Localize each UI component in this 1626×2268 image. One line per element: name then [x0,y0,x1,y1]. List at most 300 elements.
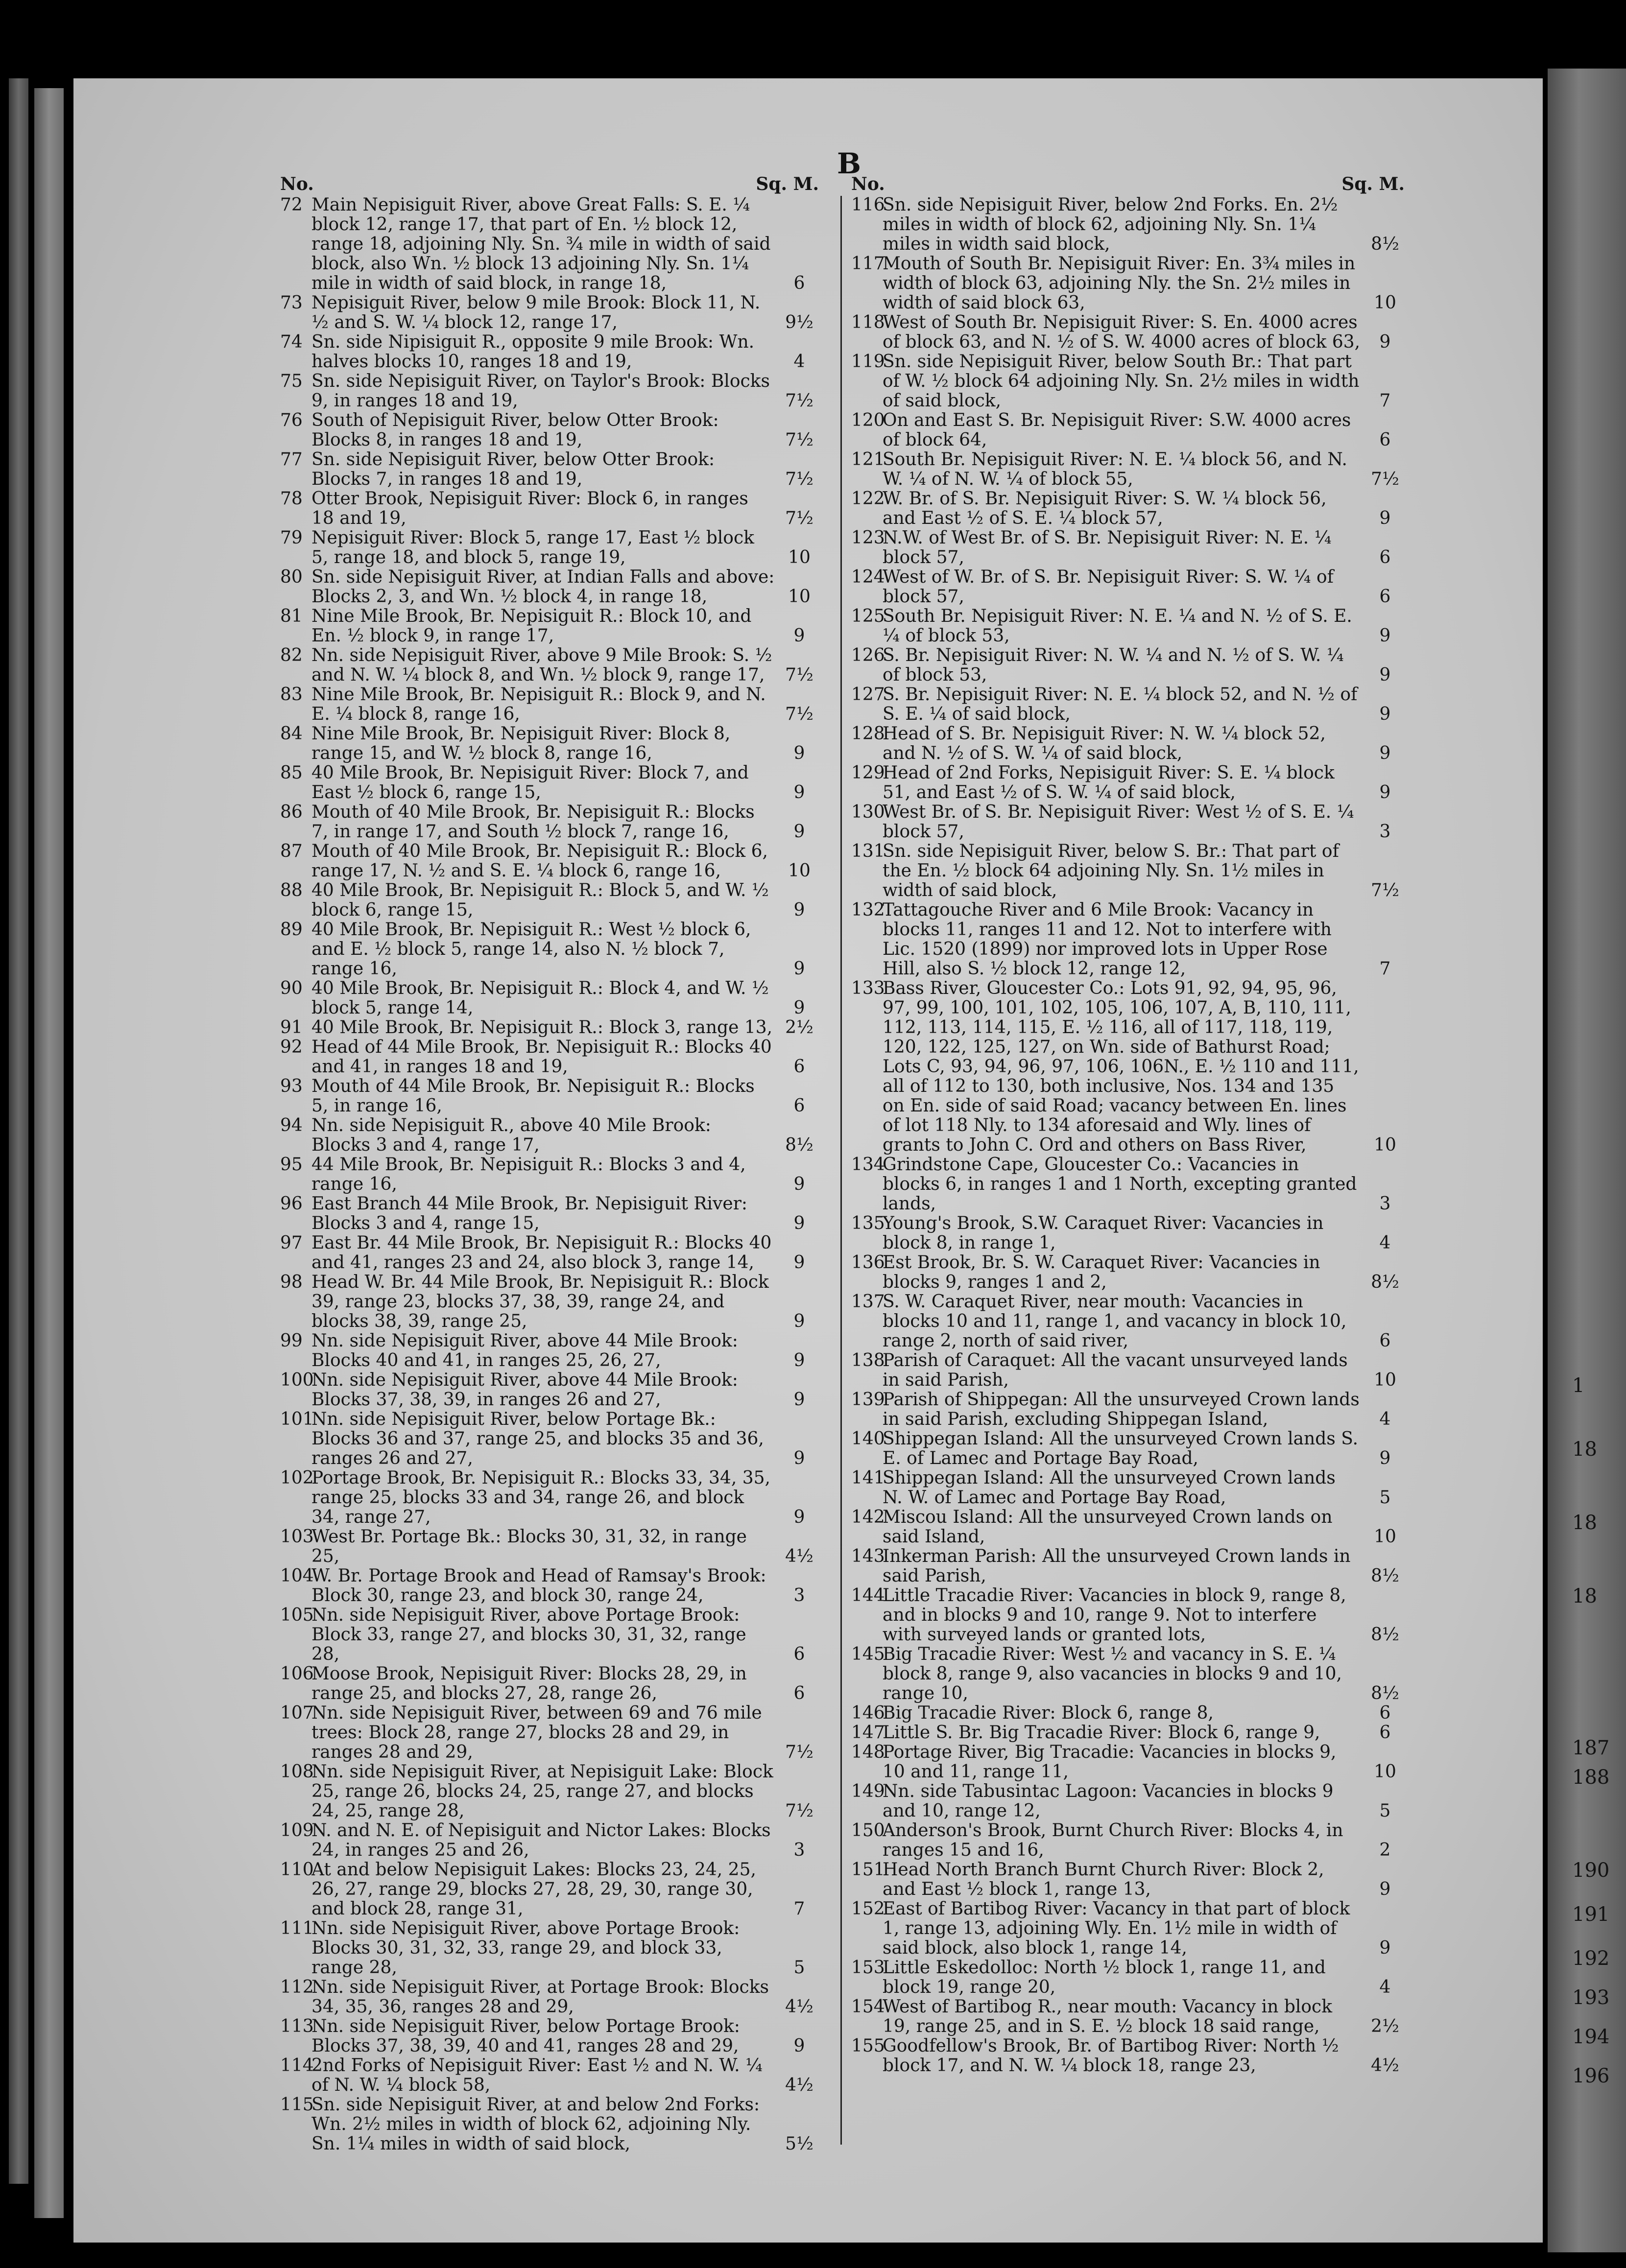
entry-square-miles [780,332,819,372]
entry-square-miles [780,372,819,411]
list-item [280,1919,819,1978]
entry-number: 123 [851,528,885,548]
entry-square-miles [780,450,819,489]
list-item [280,332,819,372]
entry-square-miles [1365,352,1405,411]
entry-square-miles [780,1527,819,1566]
square-miles-value: 10 [788,547,811,567]
entry-description: 40 Mile Brook, Br. Nepisiguit R.: Block 4, and W. ½ block 5, range 14, [311,978,769,1018]
entry-square-miles [1365,1429,1405,1468]
entry-square-miles [780,195,819,293]
entry-square-miles [1365,1703,1405,1723]
entry-square-miles [1365,195,1405,254]
entry-description: N.W. of West Br. of S. Br. Nepisiguit River: N. E. ¼ block 57, [883,528,1332,567]
square-miles-value: 4½ [785,1997,813,2017]
square-miles-value: 7½ [785,665,813,685]
list-item [280,1860,819,1919]
entry-number: 114 [280,2055,314,2076]
entry-description: Nn. side Nepisiguit River, between 69 and 76 mile trees: Block 28, range 27, blocks 28 and 29, in ranges 28 and 29, [311,1703,762,1762]
entry-number: 136 [851,1252,885,1273]
next-page-fragment: 187 [1572,1737,1610,1759]
entry-description: Head of 2nd Forks, Nepisiguit River: S. E. ¼ block 51, and East ½ of S. W. ¼ of said block, [883,763,1335,803]
entry-number: 76 [280,410,303,430]
list-item [280,1194,819,1233]
entry-square-miles [1365,900,1405,979]
entry-number: 115 [280,2095,314,2115]
entry-description: West of Bartibog R., near mouth: Vacancy in block 19, range 25, and in S. E. ½ block 18 said range, [883,1997,1333,2036]
entry-number: 117 [851,254,885,274]
next-page-edge [1548,69,1626,2252]
list-item [280,528,819,567]
square-miles-value: 9 [1379,1938,1391,1958]
right-entry-list [851,195,1405,2076]
entry-description: 44 Mile Brook, Br. Nepisiguit R.: Blocks 3 and 4, range 16, [311,1155,746,1194]
entry-number: 130 [851,802,885,822]
list-item [280,567,819,607]
square-miles-value: 9 [793,1507,805,1527]
list-item [280,1331,819,1370]
square-miles-value: 5 [1379,1801,1391,1821]
entry-description: W. Br. of S. Br. Nepisiguit River: S. W. ¼ block 56, and East ½ of S. E. ¼ block 57, [883,489,1327,528]
entry-description: Little Tracadie River: Vacancies in block 9, range 8, and in blocks 9 and 10, range 9. Not to interfere with surveyed lands or granted lots, [883,1585,1346,1645]
entry-square-miles [1365,1958,1405,1997]
entry-description: Nepisiguit River: Block 5, range 17, East ½ block 5, range 18, and block 5, range 19, [311,528,754,567]
entry-square-miles [1365,1821,1405,1860]
entry-number: 145 [851,1644,885,1664]
entry-square-miles [1365,1214,1405,1253]
entry-number: 102 [280,1468,314,1488]
list-item [851,979,1405,1155]
entry-number: 98 [280,1272,303,1292]
list-item [280,1762,819,1821]
square-miles-value: 7½ [1371,880,1399,900]
entry-number: 144 [851,1585,885,1606]
entry-description: Parish of Shippegan: All the unsurveyed Crown lands in said Parish, excluding Shippegan Island, [883,1390,1360,1429]
square-miles-value: 4½ [785,1546,813,1566]
square-miles-value: 9 [793,959,805,979]
square-miles-value: 6 [793,1683,805,1703]
column-divider [840,196,842,2145]
entry-number: 93 [280,1076,303,1096]
list-item [280,1821,819,1860]
square-miles-value: 9 [793,900,805,920]
square-miles-value: 7½ [785,1742,813,1762]
list-item [851,1860,1405,1899]
square-miles-value: 10 [1374,1762,1396,1782]
entry-description: Young's Brook, S.W. Caraquet River: Vacancies in block 8, in range 1, [883,1213,1324,1253]
square-miles-value: 6 [1379,587,1391,607]
next-page-fragment: 190 [1572,1859,1610,1882]
entry-description: S. Br. Nepisiguit River: N. W. ¼ and N. ½ of S. W. ¼ of block 53, [883,645,1344,685]
entry-number: 101 [280,1409,314,1429]
square-miles-value: 5 [1379,1488,1391,1508]
entry-description: Head North Branch Burnt Church River: Block 2, and East ½ block 1, range 13, [883,1860,1324,1899]
entry-number: 90 [280,978,303,998]
entry-number: 94 [280,1115,303,1135]
entry-number: 143 [851,1546,885,1566]
list-item [851,1547,1405,1586]
entry-square-miles [780,293,819,332]
square-miles-value: 10 [788,861,811,881]
entry-square-miles [1365,842,1405,900]
list-item [851,450,1405,489]
list-item [280,293,819,332]
square-miles-value: 7½ [785,430,813,450]
square-miles-value: 9 [793,998,805,1018]
entry-description: 40 Mile Brook, Br. Nepisiguit R.: West ½ block 6, and E. ½ block 5, range 14, also N. ½ block 7, range 16, [311,920,751,979]
list-item [280,372,819,411]
square-miles-value: 4 [793,352,805,372]
entry-number: 99 [280,1331,303,1351]
entry-description: Sn. side Nepisiguit River, below S. Br.: That part of the En. ½ block 64 adjoining Nly. Sn. 1½ miles in width of said block, [883,841,1339,900]
entry-square-miles [1365,1351,1405,1390]
list-item [851,724,1405,763]
entry-number: 112 [280,1977,314,1997]
entry-description: 40 Mile Brook, Br. Nepisiguit R.: Block 3, range 13, [311,1017,773,1038]
entry-description: Nn. side Nepisiguit River, above Portage Brook: Blocks 30, 31, 32, 33, range 29, and block 33, range 28, [311,1918,740,1978]
entry-description: Bass River, Gloucester Co.: Lots 91, 92, 94, 95, 96, 97, 99, 100, 101, 102, 105, 106, 107, A, B, 110, 111, 112, 113, 114, 115, E. ½ 116, all of 117, 118, 119, 120, 122, 125, 127, on Wn. side of Bathurst Road; Lots C, 93, 94, 96, 97, 106, 106N., E. ½ 110 and 111, all of 112 to 130, both inclusive, Nos. 134 and 135 on En. side of said Road; vacancy between En. lines of lot 118 Nly. to 134 aforesaid and Wly. lines of grants to John C. Ord and others on Bass River, [883,978,1359,1155]
entry-description: South of Nepisiguit River, below Otter Brook: Blocks 8, in ranges 18 and 19, [311,410,719,450]
square-miles-value: 10 [1374,1370,1396,1390]
entry-number: 153 [851,1958,885,1978]
list-item [280,2095,819,2154]
entry-square-miles [1365,1586,1405,1645]
entry-number: 79 [280,528,303,548]
entry-square-miles [1365,685,1405,724]
square-miles-value: 9 [793,822,805,842]
square-miles-value: 9 [1379,332,1391,352]
square-miles-value: 9 [1379,665,1391,685]
entry-number: 118 [851,312,885,332]
next-page-fragment: 18 [1572,1512,1597,1534]
entry-description: Nn. side Nepisiguit River, at Nepisiguit Lake: Block 25, range 26, blocks 24, 25, range 27, and blocks 24, 25, range 28, [311,1762,773,1821]
entry-number: 119 [851,352,885,372]
list-item [851,685,1405,724]
entry-description: Sn. side Nepisiguit River, on Taylor's Brook: Blocks 9, in ranges 18 and 19, [311,371,770,411]
entry-description: Nepisiguit River, below 9 mile Brook: Block 11, N. ½ and S. W. ¼ block 12, range 17, [311,293,761,332]
square-miles-value: 9 [793,2036,805,2056]
entry-description: Parish of Caraquet: All the vacant unsurveyed lands in said Parish, [883,1350,1348,1390]
entry-description: Mouth of South Br. Nepisiguit River: En. 3¾ miles in width of block 63, adjoining Nly. the Sn. 2½ miles in width of said block 63, [883,254,1356,313]
square-miles-value: 8½ [1371,1625,1399,1645]
entry-description: Nn. side Nepisiguit River, above 9 Mile Brook: S. ½ and N. W. ¼ block 8, and Wn. ½ block 9, range 17, [311,645,772,685]
square-miles-value: 9½ [785,312,813,332]
entry-square-miles [1365,1547,1405,1586]
square-miles-value: 7½ [785,391,813,411]
entry-description: South Br. Nepisiguit River: N. E. ¼ block 56, and N. W. ¼ of N. W. ¼ of block 55, [883,449,1347,489]
square-miles-value: 9 [793,1174,805,1194]
entry-description: Sn. side Nepisiguit River, below South Br.: That part of W. ½ block 64 adjoining Nly. Sn. 2½ miles in width of said block, [883,352,1360,411]
list-item [851,1899,1405,1958]
entry-description: Mouth of 44 Mile Brook, Br. Nepisiguit R.: Blocks 5, in range 16, [311,1076,755,1116]
square-miles-value: 4 [1379,1977,1391,1997]
entry-number: 122 [851,489,885,509]
entry-square-miles [780,607,819,646]
entry-square-miles [780,1566,819,1606]
list-item [280,979,819,1018]
list-item [851,1351,1405,1390]
square-miles-value: 6 [793,1057,805,1077]
entry-description: Nn. side Nepisiguit River, above 44 Mile Brook: Blocks 40 and 41, in ranges 25, 26, 27, [311,1331,738,1370]
entry-description: 40 Mile Brook, Br. Nepisiguit R.: Block 5, and W. ½ block 6, range 15, [311,880,769,920]
list-item [280,195,819,293]
entry-square-miles [780,1273,819,1331]
entry-description: South Br. Nepisiguit River: N. E. ¼ and N. ½ of S. E. ¼ of block 53, [883,606,1352,646]
entry-number: 100 [280,1370,314,1390]
entry-description: West Br. Portage Bk.: Blocks 30, 31, 32, in range 25, [311,1527,747,1566]
list-item [851,528,1405,567]
square-miles-value: 6 [1379,1723,1391,1743]
entry-square-miles [1365,1997,1405,2036]
list-item [280,685,819,724]
square-miles-value: 4 [1379,1409,1391,1429]
square-miles-value: 9 [1379,508,1391,528]
entry-number: 103 [280,1527,314,1547]
square-miles-value: 6 [793,1096,805,1116]
square-miles-value: 4 [1379,1233,1391,1253]
entry-description: Mouth of 40 Mile Brook, Br. Nepisiguit R.: Blocks 7, in range 17, and South ½ block 7, range 16, [311,802,755,842]
entry-description: West of South Br. Nepisiguit River: S. En. 4000 acres of block 63, and N. ½ of S. W. 4000 acres of block 63, [883,312,1361,352]
list-item [851,195,1405,254]
entry-number: 85 [280,763,303,783]
number-header: No. [851,174,885,194]
square-miles-value: 4½ [785,2075,813,2095]
entry-number: 137 [851,1292,885,1312]
square-miles-value: 7 [793,1899,805,1919]
square-miles-value: 3 [793,1840,805,1860]
entry-square-miles [780,1606,819,1664]
entry-description: Big Tracadie River: West ½ and vacancy in S. E. ¼ block 8, range 9, also vacancies in blocks 9 and 10, range 10, [883,1644,1342,1703]
entry-description: Nn. side Nepisiguit River, at Portage Brook: Blocks 34, 35, 36, ranges 28 and 29, [311,1977,769,2017]
list-item [280,1018,819,1038]
square-miles-value: 10 [1374,1135,1396,1155]
entry-square-miles [780,646,819,685]
entry-square-miles [780,1410,819,1468]
entry-square-miles [780,411,819,450]
square-miles-value: 9 [793,1390,805,1410]
list-item [851,1253,1405,1292]
square-miles-value: 9 [793,1448,805,1468]
entry-square-miles [780,1233,819,1273]
entry-number: 107 [280,1703,314,1723]
square-miles-value: 6 [1379,1331,1391,1351]
entry-square-miles [780,724,819,763]
entry-number: 105 [280,1605,314,1625]
entry-square-miles [1365,1743,1405,1782]
entry-square-miles [780,2095,819,2154]
list-item [280,489,819,528]
entry-number: 154 [851,1997,885,2017]
entry-number: 87 [280,841,303,861]
entry-square-miles [780,1038,819,1077]
square-miles-value: 2½ [1371,2016,1399,2036]
list-item [280,1116,819,1155]
entry-square-miles [780,1155,819,1194]
entry-description: Portage River, Big Tracadie: Vacancies in blocks 9, 10 and 11, range 11, [883,1742,1337,1782]
next-page-fragment: 1 [1572,1374,1585,1397]
list-item [280,842,819,881]
list-item [851,1703,1405,1723]
entry-description: 40 Mile Brook, Br. Nepisiguit River: Block 7, and East ½ block 6, range 15, [311,763,749,803]
square-miles-value: 6 [1379,1703,1391,1723]
entry-description: N. and N. E. of Nepisiguit and Nictor Lakes: Blocks 24, in ranges 25 and 26, [311,1820,771,1860]
entry-number: 86 [280,802,303,822]
entry-square-miles [780,1821,819,1860]
square-miles-value: 9 [1379,704,1391,724]
entry-square-miles [1365,803,1405,842]
entry-square-miles [1365,763,1405,803]
square-miles-value: 8½ [785,1135,813,1155]
square-miles-value: 9 [793,1213,805,1233]
entry-description: Shippegan Island: All the unsurveyed Crown lands N. W. of Lamec and Portage Bay Road, [883,1468,1336,1508]
entry-square-miles [1365,979,1405,1155]
entry-square-miles [780,2017,819,2056]
list-item [851,803,1405,842]
entry-number: 73 [280,293,303,313]
list-item [280,1410,819,1468]
list-item [280,411,819,450]
square-miles-value: 7½ [785,1801,813,1821]
square-miles-value: 10 [1374,293,1396,313]
entry-square-miles [780,1762,819,1821]
entry-square-miles [1365,567,1405,607]
entry-description: Portage Brook, Br. Nepisiguit R.: Blocks 33, 34, 35, range 25, blocks 33 and 34, range 26, and block 34, range 27, [311,1468,770,1527]
entry-number: 95 [280,1155,303,1175]
list-item [280,450,819,489]
square-miles-value: 3 [1379,822,1391,842]
entry-description: 2nd Forks of Nepisiguit River: East ½ and N. W. ¼ of N. W. ¼ block 58, [311,2055,763,2095]
entry-description: Goodfellow's Brook, Br. of Bartibog River: North ½ block 17, and N. W. ¼ block 18, range 23, [883,2036,1339,2076]
entry-square-miles [780,2056,819,2095]
list-item [280,803,819,842]
entry-square-miles [780,803,819,842]
entry-description: Nine Mile Brook, Br. Nepisiguit R.: Block 10, and En. ½ block 9, in range 17, [311,606,752,646]
entry-number: 120 [851,410,885,430]
entry-square-miles [1365,1390,1405,1429]
list-item [280,1664,819,1703]
entry-number: 152 [851,1899,885,1919]
list-item [280,1077,819,1116]
entry-description: West Br. of S. Br. Nepisiguit River: West ½ of S. E. ¼ block 57, [883,802,1354,842]
entry-number: 139 [851,1390,885,1410]
entry-description: Little Eskedolloc: North ½ block 1, range 11, and block 19, range 20, [883,1958,1326,1997]
entry-description: At and below Nepisiguit Lakes: Blocks 23, 24, 25, 26, 27, range 29, blocks 27, 28, 29, 30, range 30, and block 28, range 31, [311,1860,756,1919]
list-item [280,1273,819,1331]
entry-square-miles [780,1370,819,1410]
list-item [851,1292,1405,1351]
entry-description: Main Nepisiguit River, above Great Falls: S. E. ¼ block 12, range 17, that part of En. ½ block 12, range 18, adjoining Nly. Sn. ¾ mile in width of said block, also Wn. ½ block 13 adjoining Nly. Sn. 1¼ mile in width of said block, in range 18, [311,195,771,293]
list-item [280,1566,819,1606]
entry-description: Otter Brook, Nepisiguit River: Block 6, in ranges 18 and 19, [311,489,748,528]
entry-description: Sn. side Nepisiguit River, below Otter Brook: Blocks 7, in ranges 18 and 19, [311,449,715,489]
list-item [280,646,819,685]
list-item [851,1155,1405,1214]
square-miles-value: 9 [793,743,805,763]
list-item [280,1468,819,1527]
list-item [851,1390,1405,1429]
entry-square-miles [780,1919,819,1978]
entry-number: 92 [280,1037,303,1057]
entry-description: Nn. side Nepisiguit R., above 40 Mile Brook: Blocks 3 and 4, range 17, [311,1115,711,1155]
entry-number: 142 [851,1507,885,1527]
entry-square-miles [780,979,819,1018]
entry-description: Est Brook, Br. S. W. Caraquet River: Vacancies in blocks 9, ranges 1 and 2, [883,1252,1320,1292]
list-item [280,1233,819,1273]
list-item [280,1155,819,1194]
list-item [851,1508,1405,1547]
list-item [851,842,1405,900]
entry-description: Head W. Br. 44 Mile Brook, Br. Nepisiguit R.: Block 39, range 23, blocks 37, 38, 39, range 24, and blocks 38, 39, range 25, [311,1272,769,1331]
entry-square-miles [780,1860,819,1919]
entry-number: 146 [851,1703,885,1723]
entry-number: 151 [851,1860,885,1880]
entry-description: Miscou Island: All the unsurveyed Crown lands on said Island, [883,1507,1333,1547]
square-miles-value: 9 [1379,626,1391,646]
entry-square-miles [1365,254,1405,313]
square-miles-value: 2 [1379,1840,1391,1860]
square-miles-value: 6 [793,273,805,293]
entry-square-miles [780,1703,819,1762]
square-miles-value: 2½ [785,1017,813,1038]
next-page-fragment: 196 [1572,2065,1610,2087]
entry-description: East of Bartibog River: Vacancy in that part of block 1, range 13, adjoining Wly. En. 1½ mile in width of said block, also block 1, range 14, [883,1899,1350,1958]
entry-square-miles [780,763,819,803]
left-column-header [280,174,819,195]
list-item [851,411,1405,450]
list-item [851,763,1405,803]
entry-number: 78 [280,489,303,509]
square-miles-value: 6 [1379,547,1391,567]
next-page-fragment: 193 [1572,1986,1610,2009]
square-miles-value: 9 [793,782,805,803]
entry-number: 113 [280,2016,314,2036]
list-item [280,763,819,803]
entry-square-miles [780,1664,819,1703]
entry-description: Sn. side Nepisiguit River, at and below 2nd Forks: Wn. 2½ miles in width of block 62, adjoining Nly. Sn. 1¼ miles in width of said block, [311,2095,760,2154]
square-miles-value: 3 [793,1585,805,1606]
entry-square-miles [780,920,819,979]
next-page-fragment: 191 [1572,1903,1610,1926]
entry-description: Sn. side Nepisiguit River, at Indian Falls and above: Blocks 2, 3, and Wn. ½ block 4, in range 18, [311,567,775,607]
entry-description: S. W. Caraquet River, near mouth: Vacancies in blocks 10 and 11, range 1, and vacancy in block 10, range 2, north of said river, [883,1292,1347,1351]
list-item [851,1468,1405,1508]
right-column-header [851,174,1405,195]
list-item [851,1958,1405,1997]
entry-square-miles [780,685,819,724]
entry-square-miles [780,842,819,881]
entry-description: Nn. side Tabusintac Lagoon: Vacancies in blocks 9 and 10, range 12, [883,1781,1334,1821]
entry-number: 141 [851,1468,885,1488]
entry-description: Moose Brook, Nepisiguit River: Blocks 28, 29, in range 25, and blocks 27, 28, range 26, [311,1664,747,1703]
list-item [280,1038,819,1077]
entry-square-miles [780,1468,819,1527]
entry-square-miles [780,881,819,920]
entry-number: 116 [851,195,885,215]
entry-number: 88 [280,880,303,900]
list-item [280,1606,819,1664]
number-header: No. [280,174,314,194]
right-column [851,174,1405,2076]
list-item [280,920,819,979]
square-miles-value: 8½ [1371,1683,1399,1703]
entry-description: Little S. Br. Big Tracadie River: Block 6, range 9, [883,1723,1320,1743]
square-miles-value: 9 [793,626,805,646]
entry-number: 81 [280,606,303,626]
entry-number: 125 [851,606,885,626]
entry-number: 121 [851,449,885,470]
entry-description: West of W. Br. of S. Br. Nepisiguit River: S. W. ¼ of block 57, [883,567,1334,607]
entry-description: Head of S. Br. Nepisiguit River: N. W. ¼ block 52, and N. ½ of S. W. ¼ of said block, [883,724,1326,763]
